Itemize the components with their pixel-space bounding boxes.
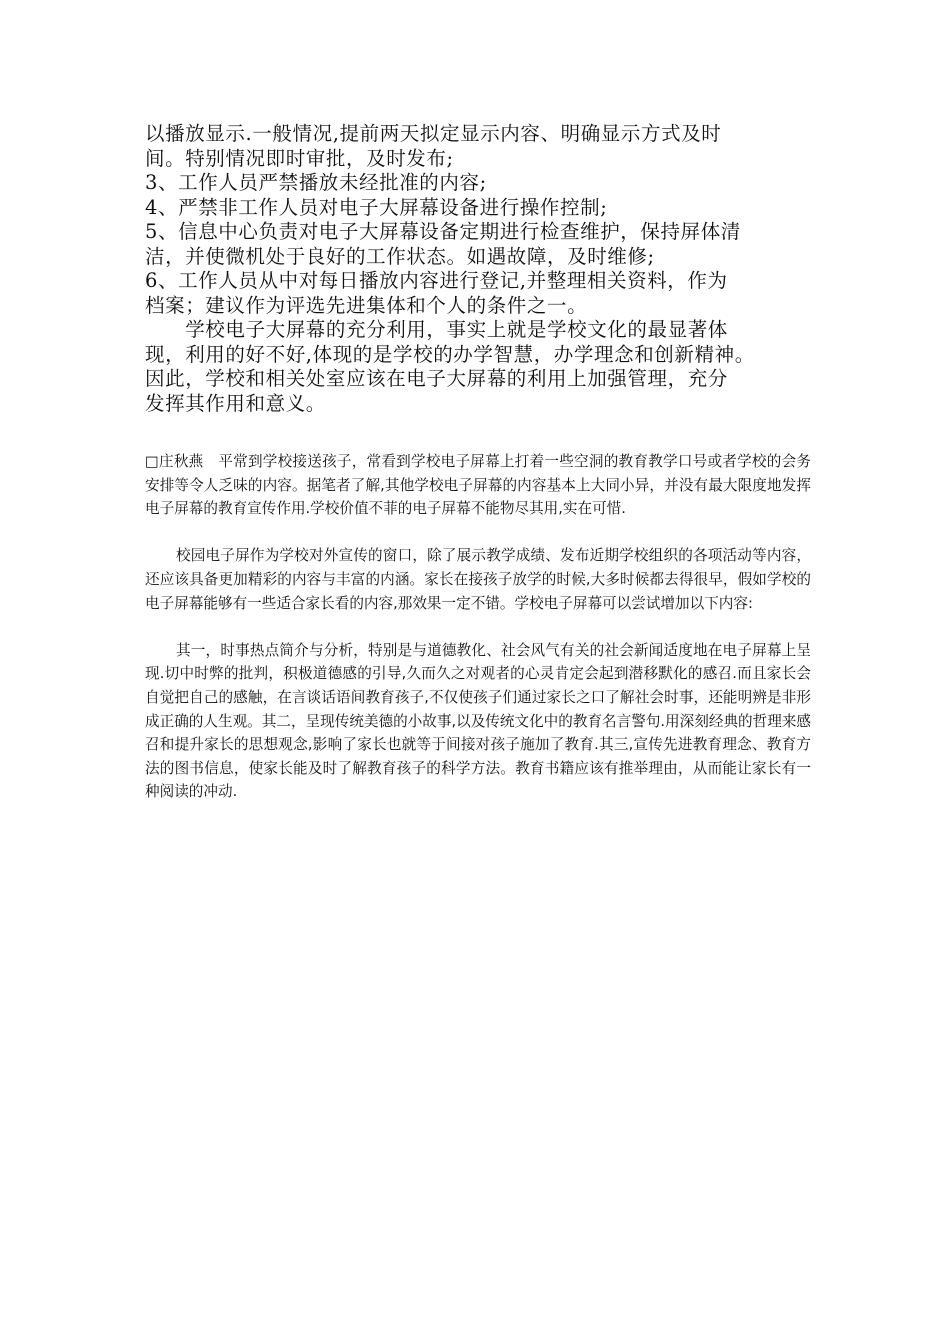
article-paragraph: □庄秋燕 平常到学校接送孩子，常看到学校电子屏幕上打着一些空洞的教育教学口号或者学校的会务安排等令人乏味的内容。据笔者了解,其他学校电子屏幕的内容基本上大同小异，并没有最大限度地发挥电子屏幕的教育宣传作用.学校价值不菲的电子屏幕不能物尽其用,实在可惜. (145, 453, 811, 518)
text-line: 5、信息中心负责对电子大屏幕设备定期进行检查维护，保持屏体清 (145, 220, 741, 243)
text-line: 因此，学校和相关处室应该在电子大屏幕的利用上加强管理，充分 (145, 367, 728, 390)
text-line: 洁，并使微机处于良好的工作状态。如遇故障，及时维修; (145, 244, 655, 268)
text-line: 学校电子大屏幕的充分利用，事实上就是学校文化的最显著体 (145, 318, 728, 341)
text-line: 档案；建议作为评选先进集体和个人的条件之一。 (145, 293, 588, 317)
text-line: 3、工作人员严禁播放未经批准的内容; (145, 171, 487, 194)
text-line: 现，利用的好不好,体现的是学校的办学智慧，办学理念和创新精神。 (145, 342, 755, 366)
text-line: 6、工作人员从中对每日播放内容进行登记,并整理相关资料，作为 (145, 269, 728, 292)
text-line: 以播放显示.一般情况,提前两天拟定显示内容、明确显示方式及时 (145, 122, 722, 145)
article-paragraph: 其一，时事热点简介与分析，特别是与道德教化、社会风气有关的社会新闻适度地在电子屏幕上呈现.切中时弊的批判，积极道德感的引导,久而久之对观者的心灵肯定会起到潜移默化的感召.而且家长会自觉把自己的感触，在言谈话语间教育孩子,不仅使孩子们通过家长之口了解社会时事，还能明辨是非形成正确的人生观。其二，呈现传统美德的小故事,以及传统文化中的教育名言警句.用深刻经典的哲理来感召和提升家长的思想观念,影响了家长也就等于间接对孩子施加了教育.其三,宣传先进教育理念、教育方法的图书信息，使家长能及时了解教育孩子的科学方法。教育书籍应该有推举理由，从而能让家长有一种阅读的冲动. (145, 641, 812, 801)
regulations-section (145, 122, 825, 416)
text-line: 发挥其作用和意义。 (145, 391, 326, 415)
text-line: 间。特别情况即时审批，及时发布; (145, 146, 454, 170)
text-line: 4、严禁非工作人员对电子大屏幕设备进行操作控制; (145, 195, 608, 219)
article-section (145, 450, 811, 828)
article-paragraph: 校园电子屏作为学校对外宣传的窗口，除了展示教学成绩、发布近期学校组织的各项活动等内容，还应该具备更加精彩的内容与丰富的内涵。家长在接孩子放学的时候,大多时候都去得很早，假如学校的电子屏幕能够有一些适合家长看的内容,那效果一定不错。学校电子屏幕可以尝试增加以下内容: (145, 547, 811, 612)
